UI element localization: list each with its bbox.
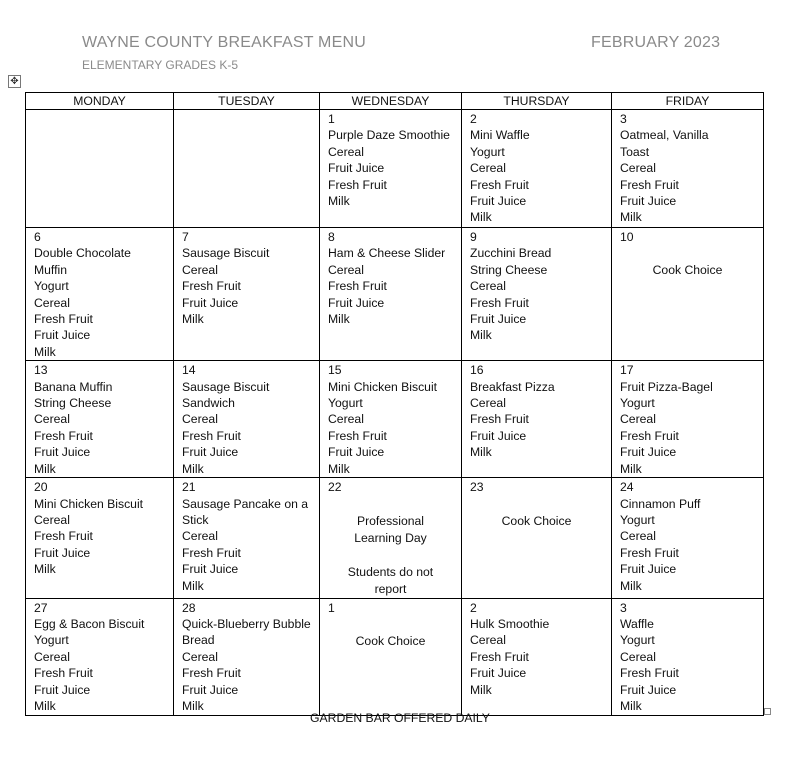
day-cell	[612, 478, 764, 598]
menu-item: String Cheese	[34, 396, 112, 411]
menu-item: Fruit Juice	[34, 682, 91, 697]
menu-item: Yogurt	[34, 633, 69, 648]
menu-title: WAYNE COUNTY BREAKFAST MENU	[82, 34, 366, 51]
menu-item: Mini Chicken Biscuit	[34, 496, 144, 511]
menu-item: Cereal	[470, 633, 506, 648]
day-number: 16	[470, 363, 484, 378]
weekday-header-row	[26, 93, 764, 110]
menu-item: Breakfast Pizza	[470, 379, 555, 394]
menu-item: Purple Daze Smoothie	[328, 128, 450, 143]
menu-item: Fresh Fruit	[328, 177, 387, 192]
menu-item: Fruit Juice	[328, 445, 385, 460]
menu-item: Cereal	[182, 412, 218, 427]
day-number: 20	[34, 480, 48, 495]
cell-note: Cook Choice	[652, 263, 723, 278]
menu-item: Oatmeal, Vanilla	[620, 128, 709, 143]
menu-item: Milk	[620, 699, 642, 714]
menu-item: Milk	[182, 312, 204, 327]
menu-item: Fruit Juice	[34, 328, 91, 343]
menu-item: Cereal	[620, 412, 656, 427]
day-cell	[174, 110, 320, 228]
menu-item: Fruit Juice	[182, 562, 239, 577]
menu-item: Yogurt	[328, 396, 363, 411]
menu-item: Sausage Biscuit	[182, 379, 270, 394]
menu-item: Cereal	[182, 529, 218, 544]
day-cell	[26, 110, 174, 228]
menu-item: Milk	[328, 461, 350, 476]
day-cell	[26, 361, 174, 478]
day-cell	[174, 478, 320, 598]
menu-item: Fruit Juice	[470, 312, 527, 327]
menu-item: Milk	[34, 699, 56, 714]
day-number: 27	[34, 600, 48, 615]
menu-item: Yogurt	[620, 396, 655, 411]
menu-item: Fresh Fruit	[328, 428, 387, 443]
day-cell	[320, 228, 462, 361]
menu-month: FEBRUARY 2023	[591, 34, 721, 51]
menu-item: Fresh Fruit	[620, 666, 679, 681]
menu-item: Cereal	[470, 279, 506, 294]
menu-item: Cereal	[470, 396, 506, 411]
day-number: 6	[34, 230, 41, 244]
menu-item: Fruit Juice	[620, 562, 677, 577]
menu-item: Muffin	[34, 262, 67, 277]
menu-item: Cereal	[34, 513, 70, 528]
weekday-header: FRIDAY	[612, 93, 764, 110]
menu-item: Fresh Fruit	[182, 545, 241, 560]
menu-item: Fresh Fruit	[470, 412, 529, 427]
menu-footer-note: GARDEN BAR OFFERED DAILY	[310, 711, 490, 725]
menu-item: Cereal	[34, 649, 70, 664]
menu-item: Cereal	[620, 529, 656, 544]
day-number: 14	[182, 363, 196, 378]
week-row	[26, 110, 764, 228]
menu-item: Fruit Juice	[470, 194, 527, 209]
day-number: 21	[182, 480, 196, 495]
day-cell	[612, 361, 764, 478]
menu-item: Fruit Juice	[182, 445, 239, 460]
day-number: 13	[34, 363, 48, 378]
menu-item: Zucchini Bread	[470, 246, 552, 261]
menu-item: Fresh Fruit	[182, 279, 241, 294]
day-number: 23	[470, 480, 484, 495]
menu-item: Milk	[620, 578, 642, 593]
day-cell	[612, 598, 764, 715]
day-number: 8	[328, 230, 335, 244]
day-cell	[612, 110, 764, 228]
menu-item: Yogurt	[470, 144, 505, 159]
day-number: 1	[328, 600, 335, 615]
menu-item: Fresh Fruit	[470, 177, 529, 192]
week-row	[26, 598, 764, 715]
menu-item: Cereal	[328, 262, 364, 277]
menu-item: Stick	[182, 513, 209, 528]
menu-item: Fruit Juice	[34, 445, 91, 460]
menu-item: Cereal	[328, 144, 364, 159]
menu-item: Bread	[182, 633, 215, 648]
day-cell	[462, 361, 612, 478]
week-row	[26, 478, 764, 598]
menu-item: Cereal	[620, 161, 656, 176]
menu-item: Banana Muffin	[34, 379, 113, 394]
menu-item: Mini Chicken Biscuit	[328, 379, 438, 394]
menu-item: Milk	[470, 210, 492, 225]
menu-item: Hulk Smoothie	[470, 617, 550, 632]
menu-item: Cereal	[34, 412, 70, 427]
day-number: 7	[182, 230, 189, 244]
menu-item: Cereal	[328, 412, 364, 427]
menu-item: Milk	[34, 461, 56, 476]
menu-item: Fruit Juice	[328, 161, 385, 176]
menu-item: Fresh Fruit	[34, 428, 93, 443]
day-cell	[462, 110, 612, 228]
menu-item: Egg & Bacon Biscuit	[34, 617, 145, 632]
menu-item: Milk	[182, 461, 204, 476]
day-cell	[462, 228, 612, 361]
day-cell	[462, 478, 612, 598]
day-number: 1	[328, 112, 335, 126]
day-number: 15	[328, 363, 342, 378]
day-number: 17	[620, 363, 634, 378]
weekday-header: WEDNESDAY	[320, 93, 462, 110]
day-number: 3	[620, 112, 627, 126]
menu-item: Milk	[620, 461, 642, 476]
menu-item: Fresh Fruit	[620, 177, 679, 192]
menu-item: Milk	[182, 578, 204, 593]
menu-item: Cereal	[182, 262, 218, 277]
day-number: 9	[470, 230, 477, 244]
day-cell	[26, 228, 174, 361]
day-cell	[174, 361, 320, 478]
menu-item: Fresh Fruit	[620, 545, 679, 560]
menu-item: Fresh Fruit	[620, 428, 679, 443]
menu-item: Fresh Fruit	[470, 649, 529, 664]
day-cell	[462, 598, 612, 715]
menu-item: Fresh Fruit	[328, 279, 387, 294]
menu-item: Fresh Fruit	[34, 312, 93, 327]
table-move-handle-icon[interactable]: ✥	[8, 75, 21, 88]
menu-item: Cereal	[182, 649, 218, 664]
menu-item: Fruit Juice	[328, 295, 385, 310]
weekday-header: MONDAY	[26, 93, 174, 110]
cell-note: Cook Choice	[355, 634, 426, 649]
day-cell	[26, 598, 174, 715]
menu-item: Cereal	[34, 295, 70, 310]
day-cell	[612, 228, 764, 361]
week-row	[26, 361, 764, 478]
menu-item: Cereal	[470, 161, 506, 176]
menu-item: Toast	[620, 144, 650, 159]
day-number: 3	[620, 600, 627, 615]
weekday-header: THURSDAY	[462, 93, 612, 110]
menu-item: Fruit Pizza-Bagel	[620, 379, 713, 394]
menu-item: Milk	[328, 194, 350, 209]
day-cell	[320, 478, 462, 598]
menu-item: Fruit Juice	[182, 682, 239, 697]
day-number: 22	[328, 480, 342, 495]
day-cell	[174, 228, 320, 361]
cell-note: Students do not report	[347, 564, 434, 596]
menu-item: Fresh Fruit	[34, 666, 93, 681]
menu-item: Milk	[182, 699, 204, 714]
menu-item: String Cheese	[470, 262, 548, 277]
menu-item: Milk	[470, 445, 492, 460]
menu-item: Yogurt	[620, 633, 655, 648]
menu-item: Milk	[620, 210, 642, 225]
menu-item: Milk	[34, 562, 56, 577]
menu-subtitle: ELEMENTARY GRADES K-5	[82, 58, 239, 72]
menu-item: Fruit Juice	[470, 666, 527, 681]
menu-item: Fruit Juice	[620, 445, 677, 460]
menu-item: Sausage Pancake on a	[182, 496, 309, 511]
menu-item: Fruit Juice	[34, 545, 91, 560]
menu-item: Cinnamon Puff	[620, 496, 701, 511]
menu-item: Quick-Blueberry Bubble	[182, 617, 311, 632]
day-cell	[320, 598, 462, 715]
menu-item: Sausage Biscuit	[182, 246, 270, 261]
day-cell	[174, 598, 320, 715]
menu-item: Yogurt	[34, 279, 69, 294]
menu-item: Cereal	[620, 649, 656, 664]
menu-item: Double Chocolate	[34, 246, 131, 261]
menu-item: Milk	[34, 344, 56, 359]
weekday-header: TUESDAY	[174, 93, 320, 110]
menu-item: Yogurt	[620, 513, 655, 528]
menu-item: Fresh Fruit	[34, 529, 93, 544]
day-number: 2	[470, 600, 477, 615]
menu-item: Fresh Fruit	[182, 428, 241, 443]
week-row	[26, 228, 764, 361]
menu-item: Fruit Juice	[620, 194, 677, 209]
menu-item: Fruit Juice	[470, 428, 527, 443]
menu-item: Fruit Juice	[620, 682, 677, 697]
menu-item: Milk	[470, 328, 492, 343]
menu-item: Milk	[470, 682, 492, 697]
day-number: 2	[470, 112, 477, 126]
day-cell	[320, 110, 462, 228]
cell-note: Cook Choice	[501, 513, 572, 528]
breakfast-menu-table	[25, 92, 764, 716]
menu-item: Ham & Cheese Slider	[328, 246, 446, 261]
menu-item: Milk	[328, 312, 350, 327]
day-number: 10	[620, 230, 634, 244]
menu-item: Fresh Fruit	[470, 295, 529, 310]
menu-item: Sandwich	[182, 396, 235, 411]
cell-note: Professional Learning Day	[354, 513, 427, 545]
day-number: 24	[620, 480, 634, 495]
menu-item: Fresh Fruit	[182, 666, 241, 681]
menu-item: Waffle	[620, 617, 654, 632]
day-cell	[320, 361, 462, 478]
menu-item: Fruit Juice	[182, 295, 239, 310]
day-cell	[26, 478, 174, 598]
day-number: 28	[182, 600, 196, 615]
menu-item: Mini Waffle	[470, 128, 530, 143]
